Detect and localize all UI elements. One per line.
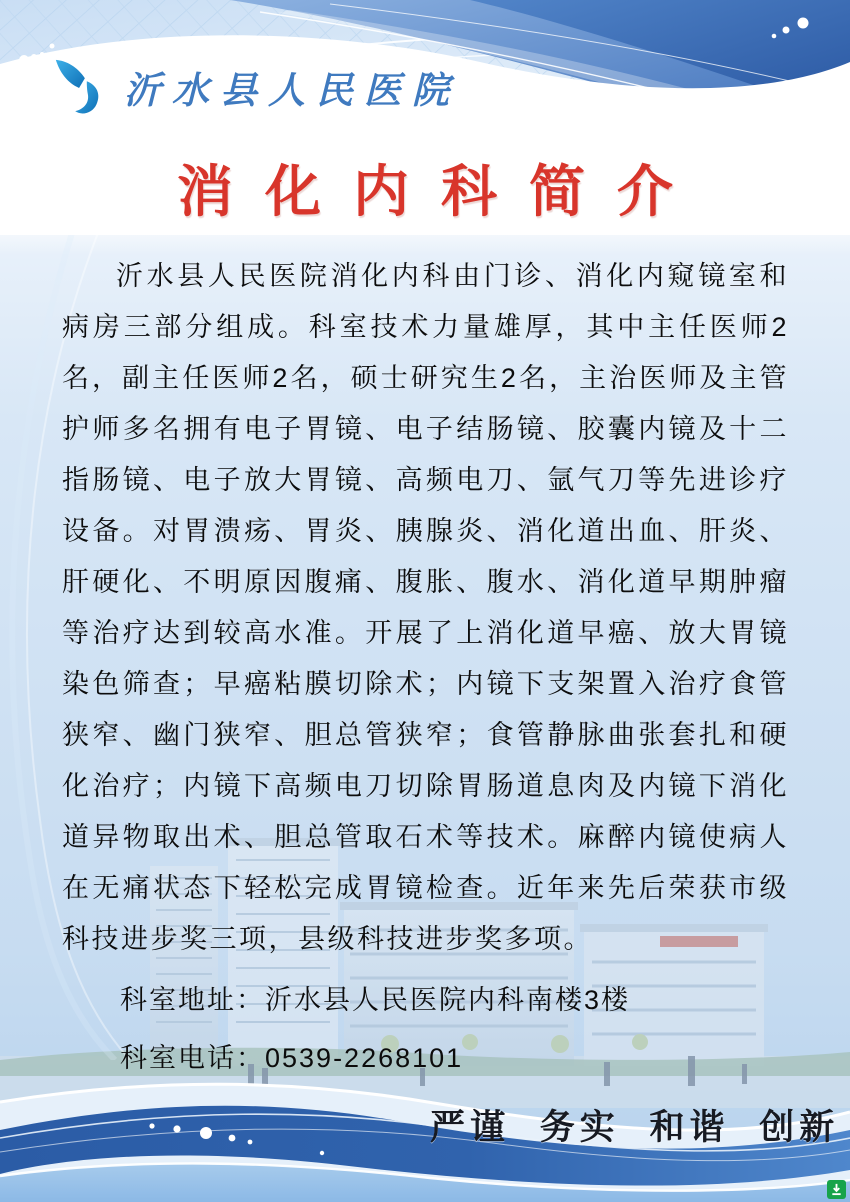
download-badge-icon — [827, 1180, 846, 1199]
page-title: 消化内科简介 — [177, 160, 705, 223]
department-address: 科室地址：沂水县人民医院内科南楼3楼 — [120, 985, 631, 1015]
bird-logo-icon — [52, 58, 110, 116]
department-phone: 科室电话：0539-2268101 — [120, 1043, 464, 1073]
intro-section — [62, 251, 789, 965]
intro-paragraph: 沂水县人民医院消化内科由门诊、消化内窥镜室和病房三部分组成。科室技术力量雄厚，其中主任医师2名，副主任医师2名，硕士研究生2名，主治医师及主管护师多名拥有电子胃镜、电子结肠镜、胶囊内镜及十二指肠镜、电子放大胃镜、高频电刀、氩气刀等先进诊疗设备。对胃溃疡、胃炎、胰腺炎、消化道出血、肝炎、肝硬化、不明原因腹痛、腹胀、腹水、消化道早期肿瘤等治疗达到较高水准。开展了上消化道早癌、放大胃镜染色筛查；早癌粘膜切除术；内镜下支架置入治疗食管狭窄、幽门狭窄、胆总管狭窄；食管静脉曲张套扎和硬化治疗；内镜下高频电刀切除胃肠道息肉及内镜下消化道异物取出术、胆总管取石术等技术。麻醉内镜使病人在无痛状态下轻松完成胃镜检查。近年来先后荣获市级科技进步奖三项，县级科技进步奖多项。 — [62, 261, 789, 954]
hospital-slogan: 严谨 务实 和谐 创新 — [430, 1108, 840, 1147]
hospital-name: 沂水县人民医院 — [124, 71, 460, 112]
hospital-brand — [52, 58, 460, 116]
